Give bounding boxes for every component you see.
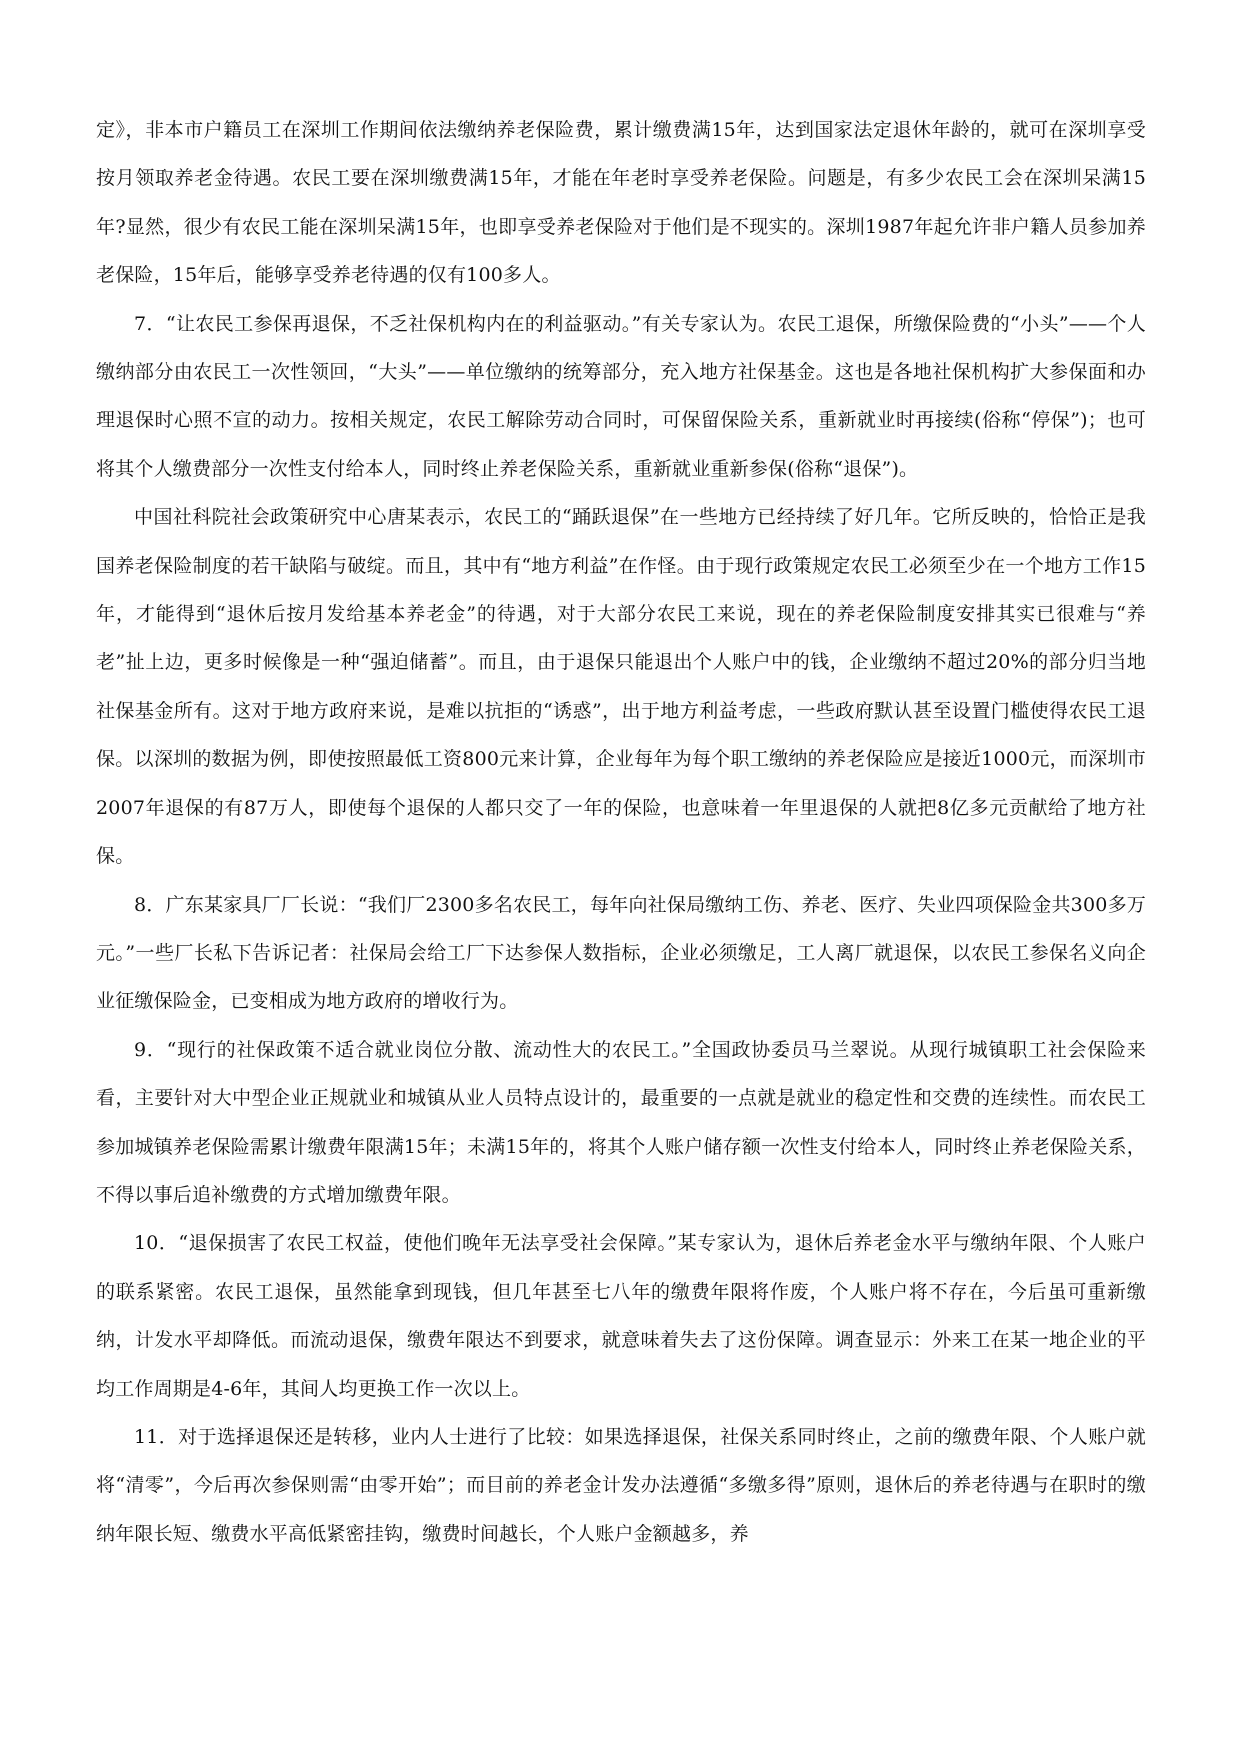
paragraph-expert-commentary: 中国社科院社会政策研究中心唐某表示，农民工的“踊跃退保”在一些地方已经持续了好几年。它所反映的，恰恰正是我国养老保险制度的若干缺陷与破绽。而且，其中有“地方利益”在作怪。由于现行政策规定农民工必须至少在一个地方工作15年，才能得到“退休后按月发给基本养老金”的待遇，对于大部分农民工来说，现在的养老保险制度安排其实已很难与“养老”扯上边，更多时候像是一种“强迫储蓄”。而且，由于退保只能退出个人账户中的钱，企业缴纳不超过20%的部分归当地社保基金所有。这对于地方政府来说，是难以抗拒的“诱惑”，出于地方利益考虑，一些政府默认甚至设置门槛使得农民工退保。以深圳的数据为例，即使按照最低工资800元来计算，企业每年为每个职工缴纳的养老保险应是接近1000元，而深圳市2007年退保的有87万人，即使每个退保的人都只交了一年的保险，也意味着一年里退保的人就把8亿多元贡献给了地方社保。 (96, 506, 1146, 868)
paragraph-item-9: 9．“现行的社保政策不适合就业岗位分散、流动性大的农民工。”全国政协委员马兰翠说。从现行城镇职工社会保险来看，主要针对大中型企业正规就业和城镇从业人员特点设计的，最重要的一点就是就业的稳定性和交费的连续性。而农民工参加城镇养老保险需累计缴费年限满15年；未满15年的，将其个人账户储存额一次性支付给本人，同时终止养老保险关系，不得以事后追补缴费的方式增加缴费年限。 (96, 1038, 1146, 1206)
document-page (96, 106, 1146, 1558)
paragraph-continuation: 定》，非本市户籍员工在深圳工作期间依法缴纳养老保险费，累计缴费满15年，达到国家法定退休年龄的，就可在深圳享受按月领取养老金待遇。农民工要在深圳缴费满15年，才能在年老时享受养老保险。问题是，有多少农民工会在深圳呆满15年?显然，很少有农民工能在深圳呆满15年，也即享受养老保险对于他们是不现实的。深圳1987年起允许非户籍人员参加养老保险，15年后，能够享受养老待遇的仅有100多人。 (96, 119, 1146, 287)
paragraph-item-7: 7．“让农民工参保再退保，不乏社保机构内在的利益驱动。”有关专家认为。农民工退保，所缴保险费的“小头”——个人缴纳部分由农民工一次性领回，“大头”——单位缴纳的统筹部分，充入地方社保基金。这也是各地社保机构扩大参保面和办理退保时心照不宣的动力。按相关规定，农民工解除劳动合同时，可保留保险关系，重新就业时再接续(俗称“停保”)；也可将其个人缴费部分一次性支付给本人，同时终止养老保险关系，重新就业重新参保(俗称“退保”)。 (96, 312, 1146, 480)
paragraph-item-8: 8．广东某家具厂厂长说：“我们厂2300多名农民工，每年向社保局缴纳工伤、养老、医疗、失业四项保险金共300多万元。”一些厂长私下告诉记者：社保局会给工厂下达参保人数指标，企业必须缴足，工人离厂就退保，以农民工参保名义向企业征缴保险金，已变相成为地方政府的增收行为。 (96, 893, 1146, 1013)
paragraph-item-10: 10．“退保损害了农民工权益，使他们晚年无法享受社会保障。”某专家认为，退休后养老金水平与缴纳年限、个人账户的联系紧密。农民工退保，虽然能拿到现钱，但几年甚至七八年的缴费年限将作废，个人账户将不存在，今后虽可重新缴纳，计发水平却降低。而流动退保，缴费年限达不到要求，就意味着失去了这份保障。调查显示：外来工在某一地企业的平均工作周期是4-6年，其间人均更换工作一次以上。 (96, 1232, 1146, 1400)
paragraph-item-11: 11．对于选择退保还是转移，业内人士进行了比较：如果选择退保，社保关系同时终止，之前的缴费年限、个人账户就将“清零”，今后再次参保则需“由零开始”；而目前的养老金计发办法遵循“多缴多得”原则，退休后的养老待遇与在职时的缴纳年限长短、缴费水平高低紧密挂钩，缴费时间越长，个人账户金额越多，养 (96, 1425, 1146, 1545)
